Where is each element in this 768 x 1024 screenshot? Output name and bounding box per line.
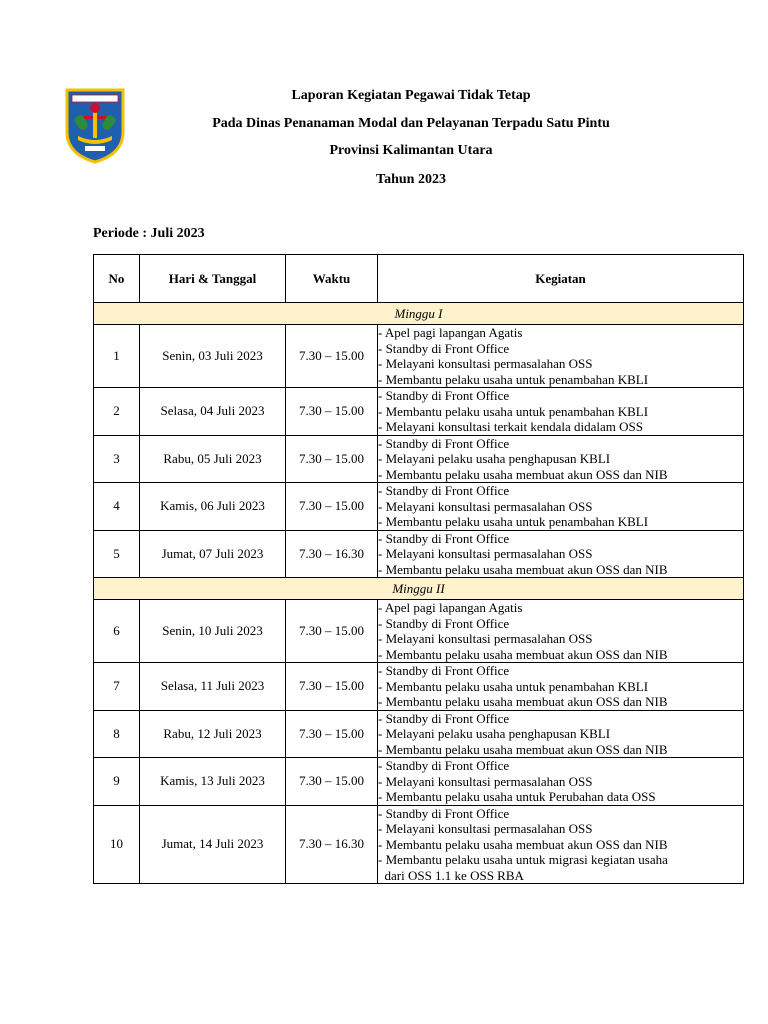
row-time: 7.30 – 15.00	[286, 435, 378, 483]
header-activity: Kegiatan	[378, 255, 744, 303]
activity-item: - Membantu pelaku usaha membuat akun OSS dan NIB	[378, 694, 668, 709]
row-date: Rabu, 12 Juli 2023	[140, 710, 286, 758]
activity-item: - Standby di Front Office	[378, 758, 510, 773]
table-row	[94, 483, 744, 531]
activity-item: - Standby di Front Office	[378, 435, 510, 451]
agency-name: Pada Dinas Penanaman Modal dan Pelayanan Terpadu Satu Pintu	[212, 116, 610, 131]
row-activities	[378, 663, 744, 711]
activity-item: - Melayani pelaku usaha penghapusan KBLI	[378, 451, 611, 466]
activity-item: dari OSS 1.1 ke OSS RBA	[378, 867, 524, 883]
row-time: 7.30 – 16.30	[286, 805, 378, 884]
activity-item: - Apel pagi lapangan Agatis	[378, 600, 523, 615]
header-date: Hari & Tanggal	[140, 255, 286, 303]
activity-item: - Melayani konsultasi permasalahan OSS	[378, 356, 593, 371]
row-activities	[378, 530, 744, 578]
activity-item: - Membantu pelaku usaha membuat akun OSS dan NIB	[378, 466, 668, 482]
activity-item: - Membantu pelaku usaha untuk penambahan KBLI	[378, 514, 649, 529]
row-number: 7	[94, 663, 140, 711]
row-time: 7.30 – 16.30	[286, 530, 378, 578]
table-row	[94, 388, 744, 436]
row-number: 8	[94, 710, 140, 758]
row-time: 7.30 – 15.00	[286, 388, 378, 436]
row-number: 4	[94, 483, 140, 531]
week-label: Minggu II	[94, 578, 744, 600]
row-time: 7.30 – 15.00	[286, 758, 378, 806]
row-activities	[378, 483, 744, 531]
activity-item: - Melayani konsultasi permasalahan OSS	[378, 821, 593, 836]
row-date: Senin, 03 Juli 2023	[140, 325, 286, 388]
table-row	[94, 758, 744, 806]
header-time: Waktu	[286, 255, 378, 303]
week-separator-row	[94, 578, 744, 600]
activity-item: - Membantu pelaku usaha membuat akun OSS dan NIB	[378, 561, 668, 577]
activity-item: - Standby di Front Office	[378, 388, 510, 403]
row-number: 10	[94, 805, 140, 884]
activity-item: - Apel pagi lapangan Agatis	[378, 325, 523, 340]
activity-item: - Standby di Front Office	[378, 615, 510, 631]
activity-item: - Membantu pelaku usaha membuat akun OSS dan NIB	[378, 836, 668, 852]
week-label: Minggu I	[94, 303, 744, 325]
activity-item: - Membantu pelaku usaha membuat akun OSS dan NIB	[378, 646, 668, 662]
row-time: 7.30 – 15.00	[286, 325, 378, 388]
activity-item: - Standby di Front Office	[378, 710, 510, 726]
activity-report-table	[93, 254, 744, 884]
table-header-row	[94, 255, 744, 303]
activity-item: - Membantu pelaku usaha untuk migrasi kegiatan usaha	[378, 852, 668, 867]
row-number: 3	[94, 435, 140, 483]
row-number: 9	[94, 758, 140, 806]
table-row	[94, 530, 744, 578]
activity-item: - Standby di Front Office	[378, 483, 510, 498]
row-date: Jumat, 07 Juli 2023	[140, 530, 286, 578]
activity-item: - Standby di Front Office	[378, 340, 510, 356]
week-separator-row	[94, 303, 744, 325]
activity-item: - Membantu pelaku usaha untuk penambahan KBLI	[378, 678, 649, 694]
activity-item: - Melayani konsultasi permasalahan OSS	[378, 773, 593, 789]
activity-item: - Melayani konsultasi permasalahan OSS	[378, 546, 593, 561]
activity-item: - Membantu pelaku usaha untuk Perubahan data OSS	[378, 789, 656, 804]
activity-item: - Melayani konsultasi permasalahan OSS	[378, 631, 593, 646]
row-date: Kamis, 06 Juli 2023	[140, 483, 286, 531]
table-row	[94, 435, 744, 483]
table-row	[94, 325, 744, 388]
table-row	[94, 710, 744, 758]
activity-item: - Membantu pelaku usaha untuk penambahan KBLI	[378, 371, 649, 387]
province-name: Provinsi Kalimantan Utara	[329, 143, 493, 158]
activity-item: - Melayani pelaku usaha penghapusan KBLI	[378, 726, 611, 741]
header-no: No	[94, 255, 140, 303]
table-row	[94, 663, 744, 711]
report-year: Tahun 2023	[376, 172, 446, 187]
row-date: Kamis, 13 Juli 2023	[140, 758, 286, 806]
row-activities	[378, 805, 744, 884]
row-number: 2	[94, 388, 140, 436]
row-activities	[378, 435, 744, 483]
row-time: 7.30 – 15.00	[286, 483, 378, 531]
activity-item: - Melayani konsultasi terkait kendala didalam OSS	[378, 419, 643, 434]
row-activities	[378, 325, 744, 388]
row-date: Senin, 10 Juli 2023	[140, 600, 286, 663]
activity-item: - Standby di Front Office	[378, 805, 510, 821]
row-time: 7.30 – 15.00	[286, 600, 378, 663]
activity-item: - Membantu pelaku usaha membuat akun OSS dan NIB	[378, 741, 668, 757]
report-title: Laporan Kegiatan Pegawai Tidak Tetap	[291, 88, 531, 103]
row-date: Selasa, 11 Juli 2023	[140, 663, 286, 711]
row-number: 1	[94, 325, 140, 388]
table-body	[94, 303, 744, 884]
row-time: 7.30 – 15.00	[286, 663, 378, 711]
activity-item: - Melayani konsultasi permasalahan OSS	[378, 498, 593, 514]
row-time: 7.30 – 15.00	[286, 710, 378, 758]
activity-item: - Membantu pelaku usaha untuk penambahan KBLI	[378, 403, 649, 419]
row-activities	[378, 388, 744, 436]
table-row	[94, 805, 744, 884]
row-date: Rabu, 05 Juli 2023	[140, 435, 286, 483]
row-number: 5	[94, 530, 140, 578]
row-date: Jumat, 14 Juli 2023	[140, 805, 286, 884]
table-row	[94, 600, 744, 663]
period-label: Periode : Juli 2023	[93, 226, 205, 241]
activity-item: - Standby di Front Office	[378, 530, 510, 546]
row-activities	[378, 758, 744, 806]
row-activities	[378, 710, 744, 758]
row-number: 6	[94, 600, 140, 663]
activity-item: - Standby di Front Office	[378, 663, 510, 678]
row-date: Selasa, 04 Juli 2023	[140, 388, 286, 436]
row-activities	[378, 600, 744, 663]
